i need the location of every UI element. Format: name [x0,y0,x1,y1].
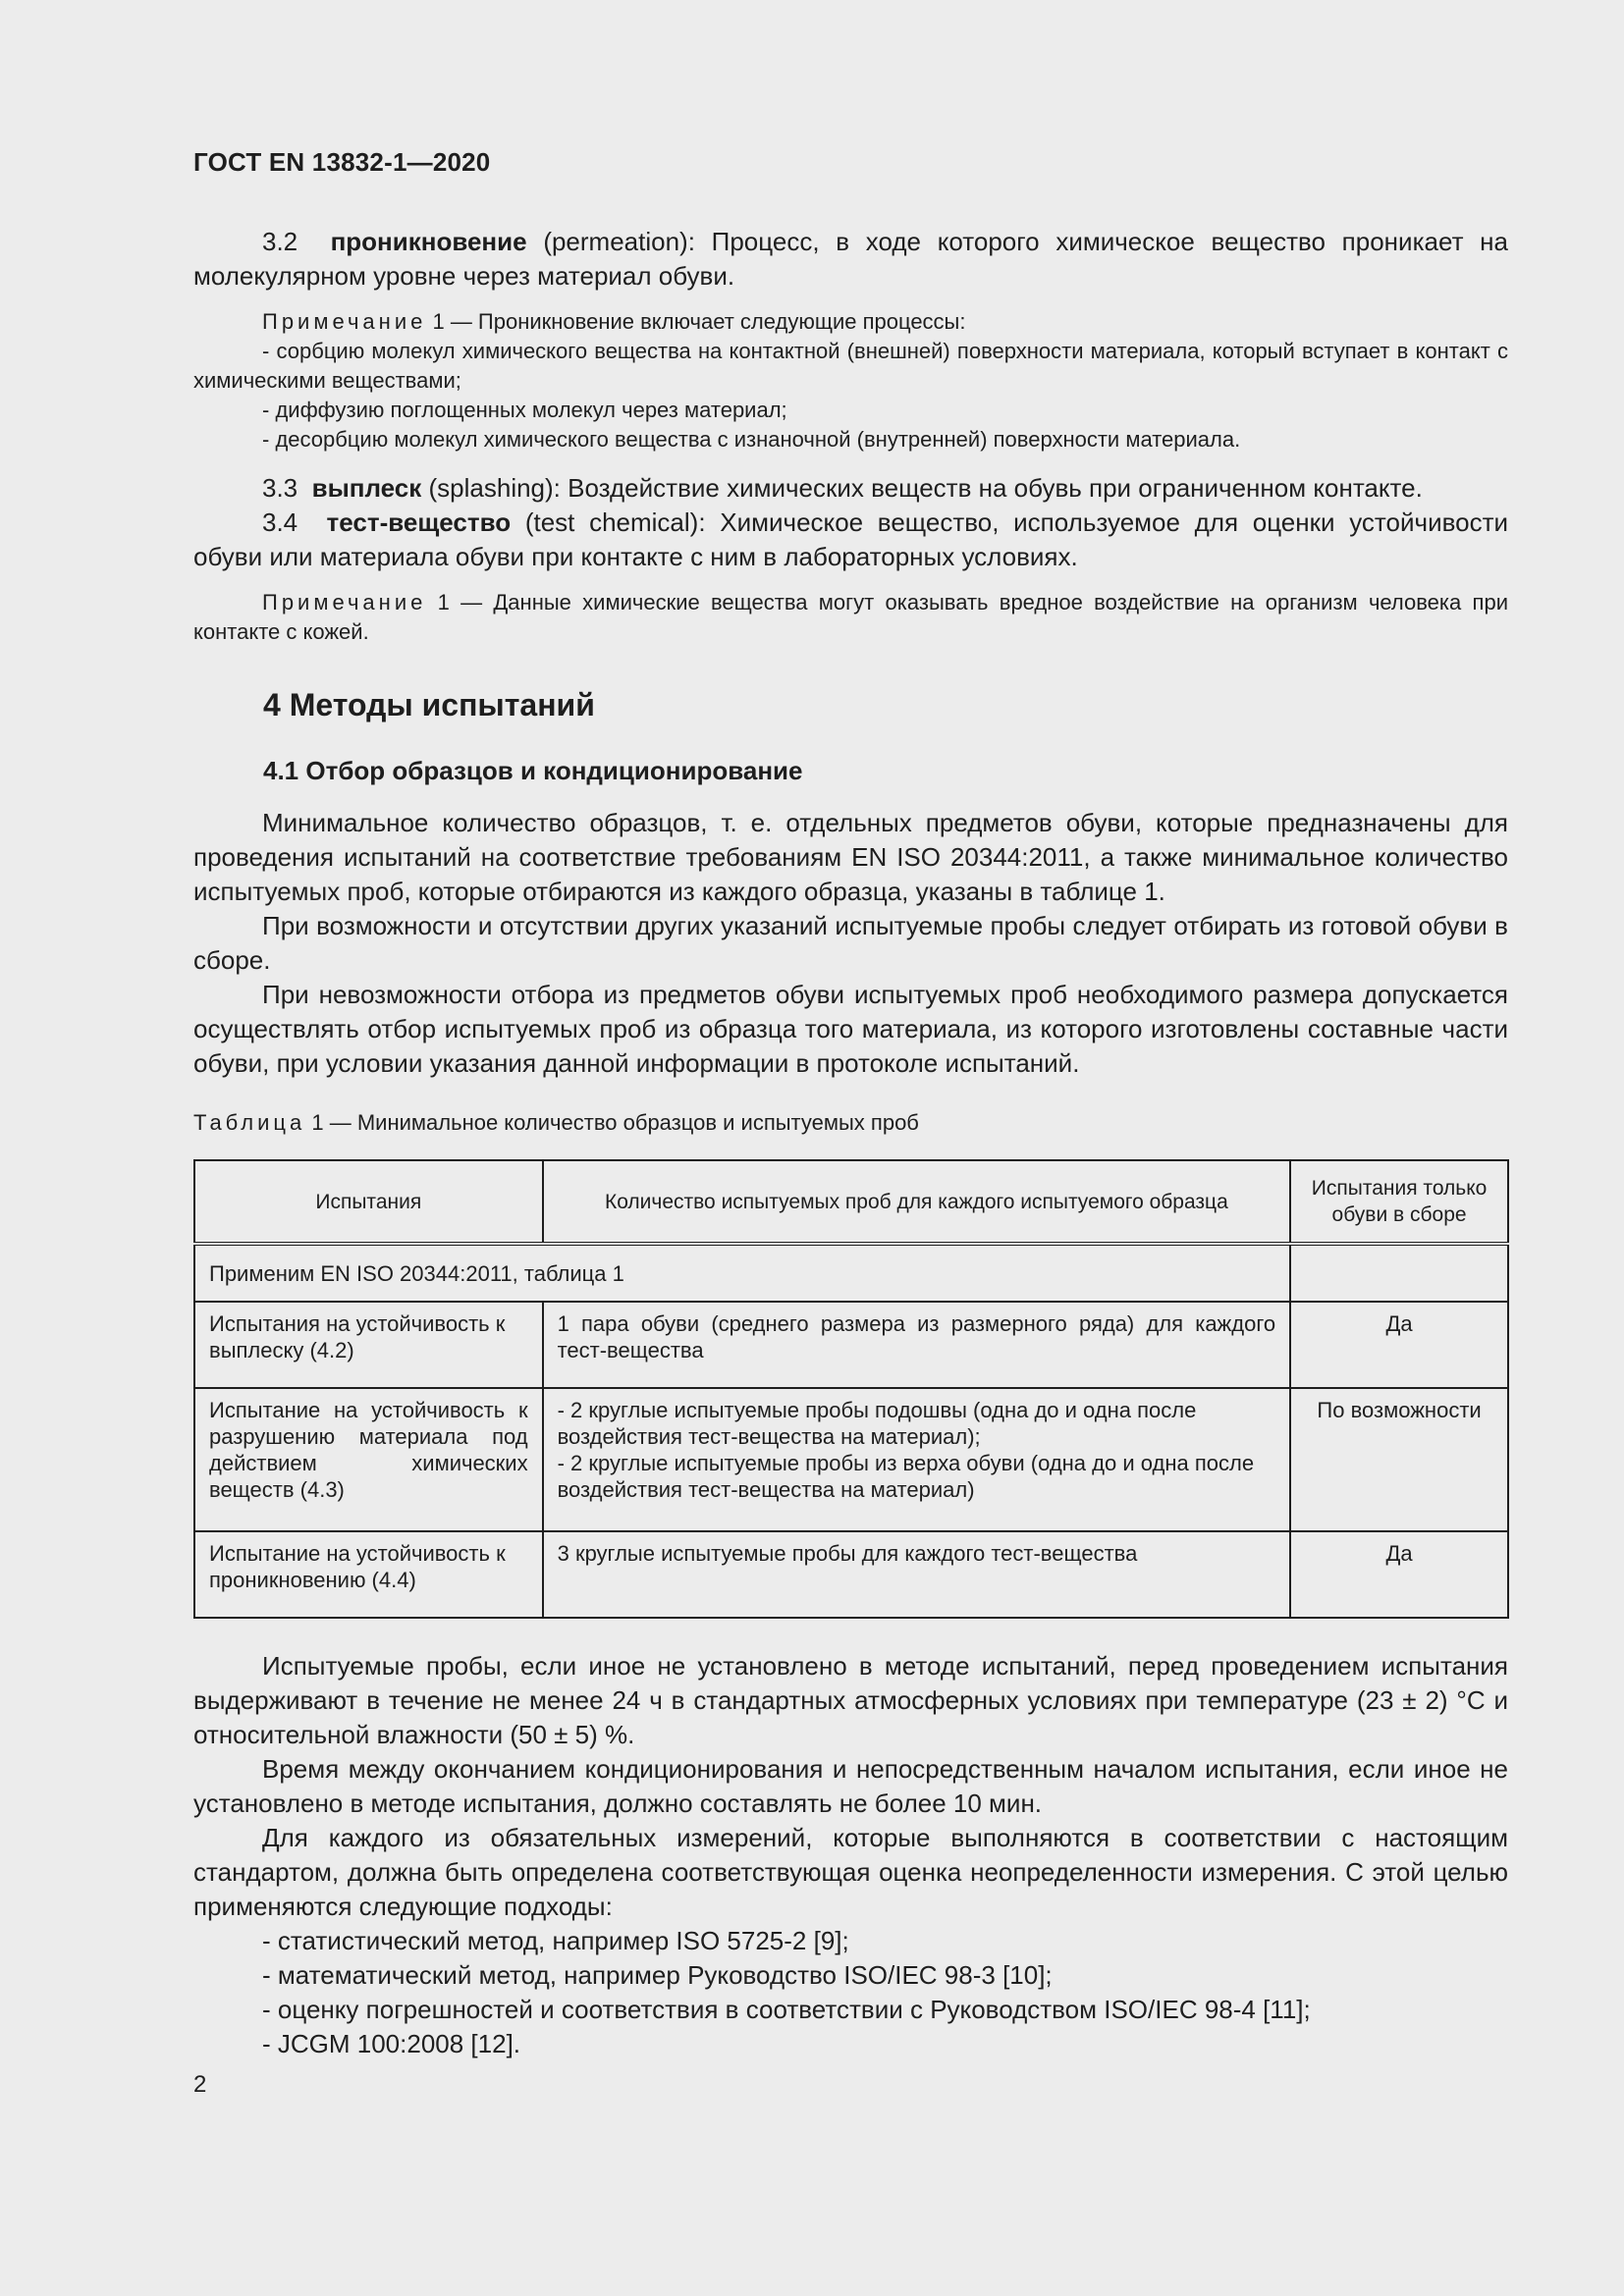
section-4-1-heading: 4.1 Отбор образцов и кондиционирование [263,756,803,785]
term-permeation: проникновение [330,227,527,256]
definition-3-2: 3.2 проникновение (permeation): Процесс, в ходе которого химическое вещество проникает на молекулярном уровне через материал обуви. [193,227,1509,291]
assembled-cell: По возможности [1290,1388,1508,1531]
section-3-3-3-4 [193,471,1508,574]
conditioning-text [193,1649,1508,2061]
definition-3-4: 3.4 тест-вещество (test chemical): Химическое вещество, используемое для оценки устойчивости обуви или материала обуви при контакте с ним в лабораторных условиях. [193,507,1509,571]
span-cell: Применим EN ISO 20344:2011, таблица 1 [194,1244,1290,1302]
list-item: - оценку погрешностей и соответствия в соответствии с Руководством ISO/IEC 98-4 [11]; [262,1995,1311,2024]
definition-3-3: 3.3 выплеск (splashing): Воздействие химических веществ на обувь при ограниченном контакте. [262,473,1423,503]
paragraph: Испытуемые пробы, если иное не установлено в методе испытаний, перед проведением испытания выдерживают в течение не менее 24 ч в стандартных атмосферных условиях при температуре (23 ± 2) °С и относительной влажности (50 ± 5) %. [193,1651,1508,1749]
section-3-2 [193,225,1508,294]
paragraph: При возможности и отсутствии других указаний испытуемые пробы следует отбирать из готовой обуви в сборе. [193,911,1508,975]
list-item: - статистический метод, например ISO 5725-2 [9]; [262,1926,849,1955]
table-caption: Таблица 1 — Минимальное количество образцов и испытуемых проб [193,1110,919,1135]
paragraph: Для каждого из обязательных измерений, которые выполняются в соответствии с настоящим стандартом, должна быть определена соответствующая оценка неопределенности измерения. С этой целью применяются следующие подходы: [193,1823,1508,1921]
note-3-4: Примечание 1 — Данные химические вещества могут оказывать вредное воздействие на организм человека при контакте с кожей. [193,590,1508,644]
term-test-chemical: тест-вещество [326,507,512,537]
assembled-cell: Да [1290,1531,1508,1618]
column-header: Испытания [194,1160,543,1244]
table-span-row [194,1244,1508,1302]
samples-table [193,1159,1509,1619]
note-item: - сорбцию молекул химического вещества на контактной (внешней) поверхности материала, который вступает в контакт с химическими веществами; [193,339,1508,393]
document-header: ГОСТ EN 13832-1—2020 [193,147,491,177]
qty-cell: 3 круглые испытуемые пробы для каждого тест-вещества [543,1531,1291,1618]
test-cell: Испытание на устойчивость к разрушению материала под действием химических веществ (4.3) [194,1388,543,1531]
list-item: - JCGM 100:2008 [12]. [262,2029,521,2058]
qty-cell: 1 пара обуви (среднего размера из размерного ряда) для каждого тест-вещества [543,1302,1291,1388]
note-item: - десорбцию молекул химического вещества с изнаночной (внутренней) поверхности материала. [262,427,1241,452]
test-cell: Испытания на устойчивость к выплеску (4.2) [194,1302,543,1388]
section-4-heading: 4 Методы испытаний [263,687,595,722]
list-item: - математический метод, например Руководство ISO/IEC 98-3 [10]; [262,1960,1053,1990]
paragraph: Минимальное количество образцов, т. е. отдельных предметов обуви, которые предназначены для проведения испытаний на соответствие требованиям EN ISO 20344:2011, а также минимальное количество испытуемых проб, которые отбираются из каждого образца, указаны в таблице 1. [193,808,1508,906]
table-row [194,1388,1508,1531]
table-row [194,1531,1508,1618]
note-item: - диффузию поглощенных молекул через материал; [262,398,787,422]
column-header: Количество испытуемых проб для каждого испытуемого образца [543,1160,1291,1244]
assembled-cell: Да [1290,1302,1508,1388]
table-header-row [194,1160,1508,1244]
test-cell: Испытание на устойчивость к проникновению (4.4) [194,1531,543,1618]
qty-cell: - 2 круглые испытуемые пробы подошвы (одна до и одна после воздействия тест-вещества на материал); - 2 круглые испытуемые пробы из верха обуви (одна до и одна после воздействия тест-вещества на материал) [543,1388,1291,1531]
paragraph: При невозможности отбора из предметов обуви испытуемых проб необходимого размера допускается осуществлять отбор испытуемых проб из образца того материала, из которого изготовлены составные части обуви, при условии указания данной информации в протоколе испытаний. [193,980,1508,1078]
page-number: 2 [193,2071,207,2098]
paragraph: Время между окончанием кондиционирования и непосредственным началом испытания, если иное не установлено в методе испытания, должно составлять не более 10 мин. [193,1754,1508,1818]
section-4-1-text [193,806,1508,1081]
table-row [194,1302,1508,1388]
column-header: Испытания только обуви в сборе [1290,1160,1508,1244]
term-splashing: выплеск [311,473,422,503]
note-3-2: Примечание 1 — Проникновение включает следующие процессы: - сорбцию молекул химического вещества на контактной (внешней) поверхности материала, который вступает в контакт с химическими веществами; - диффузию поглощенных молекул через материал; - десорбцию молекул химического вещества с изнаночной (внутренней) поверхности материала. [193,307,1508,454]
